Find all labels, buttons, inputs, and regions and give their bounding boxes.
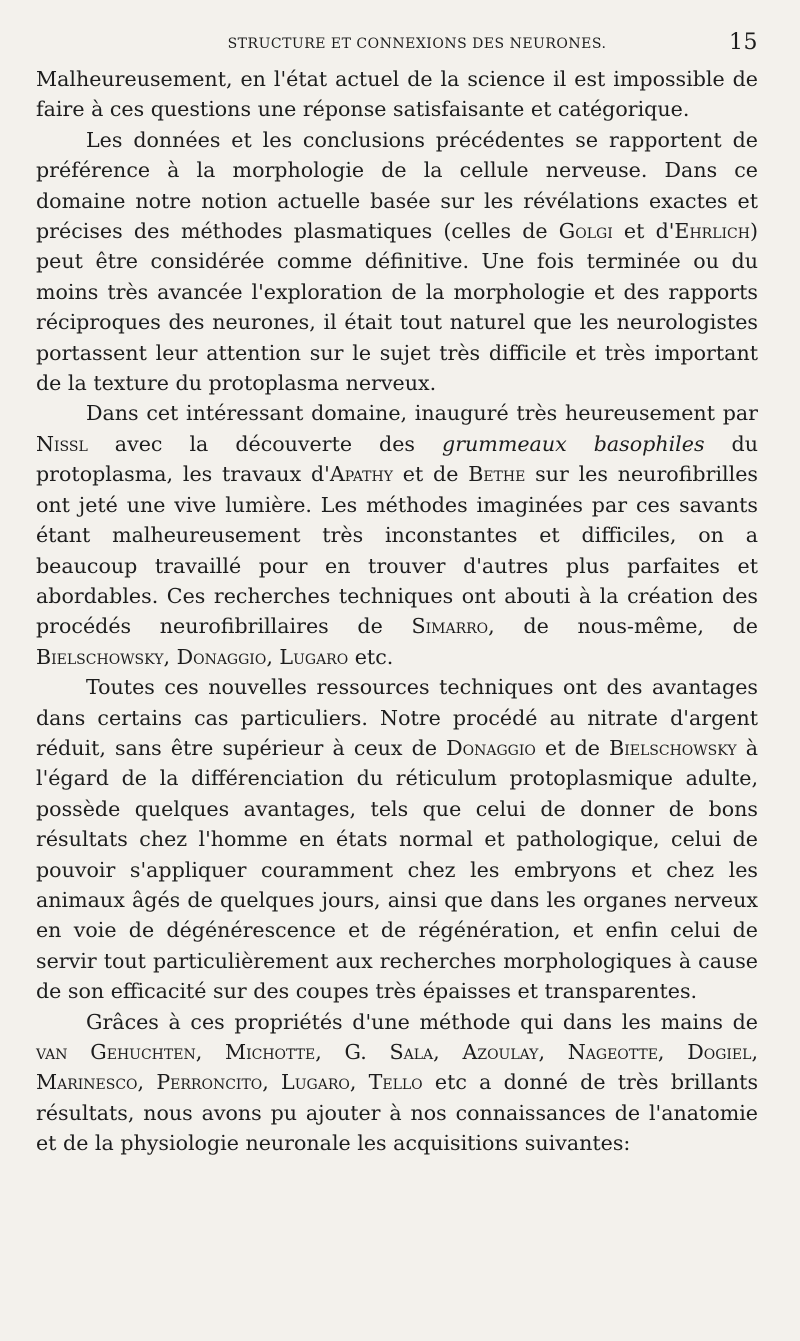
- author-name: van Gehuchten: [36, 1040, 196, 1064]
- page-number: 15: [729, 30, 758, 55]
- author-name: Donaggio: [176, 644, 267, 669]
- running-head: STRUCTURE ET CONNEXIONS DES NEURONES.: [227, 36, 607, 52]
- paragraph-text: ,: [137, 1070, 157, 1095]
- author-name: Lugaro: [281, 1070, 350, 1095]
- author-name: Bethe: [468, 462, 526, 487]
- author-name: Simarro: [411, 614, 489, 639]
- author-name: Ehrlich: [674, 219, 750, 244]
- paragraph-text: , de nous-même, de: [488, 614, 758, 639]
- paragraph-text: ,: [266, 644, 280, 669]
- paragraph-text: Grâces à ces propriétés d'une méthode qui dans les mains de: [86, 1009, 758, 1034]
- paragraph-text: Toutes ces nouvelles ressources techniques ont des avantages dans certains cas particuliers. Notre procédé au nitrate d'argent réduit, sans être supérieur à ceux de: [36, 675, 758, 760]
- page-header: [36, 30, 758, 64]
- author-name: Bielschowsky: [609, 735, 737, 760]
- paragraph-text: et d': [612, 219, 675, 244]
- author-name: Donaggio: [446, 735, 536, 760]
- paragraph-text: du protoplasma, les travaux d': [36, 431, 758, 487]
- paragraph-text: etc.: [348, 644, 394, 669]
- paragraph-text: ,: [195, 1040, 226, 1064]
- paragraph-text: ) peut être considérée comme définitive. Une fois terminée ou du moins très avancée l'exploration de la morphologie et des rapports réciproques des neurones, il était tout naturel que les neurologistes portassent leur attention sur le sujet très difficile et très important de la texture du protoplasma nerveux.: [36, 219, 758, 396]
- author-name: G. Sala: [344, 1040, 434, 1064]
- italic-term: grummeaux basophiles: [442, 431, 705, 456]
- paragraph-text: et de: [535, 735, 610, 760]
- paragraph-text: ,: [315, 1040, 345, 1064]
- author-name: Nageotte: [567, 1040, 658, 1064]
- paragraph-text: ,: [538, 1040, 568, 1064]
- paragraph-text: ,: [433, 1040, 463, 1064]
- author-name: Dogiel: [687, 1040, 752, 1064]
- paragraph-4: [36, 672, 758, 1006]
- author-name: Tello: [368, 1070, 423, 1095]
- paragraph-text: sur les neurofibrilles ont jeté une vive lumière. Les méthodes imaginées par ces savants étant malheureusement très inconstantes et difficiles, on a beaucoup travaillé pour en trouver d'autres plus parfaites et abordables. Ces recherches techniques ont abouti à la création des procédés neurofibrillaires de: [36, 462, 758, 639]
- author-name: Apathy: [329, 462, 393, 487]
- paragraph-text: à l'égard de la différenciation du réticulum protoplasmique adulte, possède quelques avantages, tels que celui de donner de bons résultats chez l'homme en états normal et pathologique, celui de pouvoir s'appliquer couramment chez les embryons et chez les animaux âgés de quelques jours, ainsi que dans les organes nerveux en voie de dégénérescence et de régénération, et enfin celui de servir tout particulièrement aux recherches morphologiques à cause de son efficacité sur des coupes très épaisses et transparentes.: [36, 735, 759, 1004]
- paragraph-text: etc a donné de très brillants résultats, nous avons pu ajouter à nos connaissances de l'anatomie et de la physiologie neuronale les acquisitions suivantes:: [36, 1070, 759, 1156]
- paragraph-text: et de: [392, 462, 469, 487]
- paragraph-1: [36, 64, 758, 125]
- author-name: Nissl: [36, 431, 88, 456]
- author-name: Azoulay: [462, 1040, 539, 1064]
- paragraph-text: Dans cet intéressant domaine, inauguré très heureusement par: [86, 401, 758, 426]
- paragraph-text: avec la découverte des: [87, 431, 443, 456]
- paragraph-text: ,: [751, 1040, 759, 1064]
- paragraph-text: ,: [349, 1070, 369, 1095]
- author-name: Lugaro: [279, 644, 349, 669]
- author-name: Perroncito: [156, 1070, 263, 1095]
- paragraph-text: ,: [657, 1040, 688, 1064]
- paragraph-text: ,: [262, 1070, 282, 1095]
- paragraph-2: [36, 125, 758, 399]
- paragraph-text: Malheureusement, en l'état actuel de la science il est impossible de faire à ces questions une réponse satisfaisante et catégorique.: [36, 67, 758, 122]
- author-name: Marinesco: [36, 1070, 138, 1095]
- paragraph-5: [36, 1007, 758, 1159]
- author-name: Bielschowsky: [36, 644, 164, 669]
- paragraph-3: [36, 398, 758, 672]
- body-text: [36, 64, 758, 1159]
- author-name: Golgi: [558, 219, 613, 244]
- paragraph-text: ,: [163, 644, 177, 669]
- paragraph-text: Les données et les conclusions précédentes se rapportent de préférence à la morphologie de la cellule nerveuse. Dans ce domaine notre notion actuelle basée sur les révélations exactes et précises des méthodes plasmatiques (celles de: [36, 127, 758, 244]
- author-name: Michotte: [225, 1040, 316, 1064]
